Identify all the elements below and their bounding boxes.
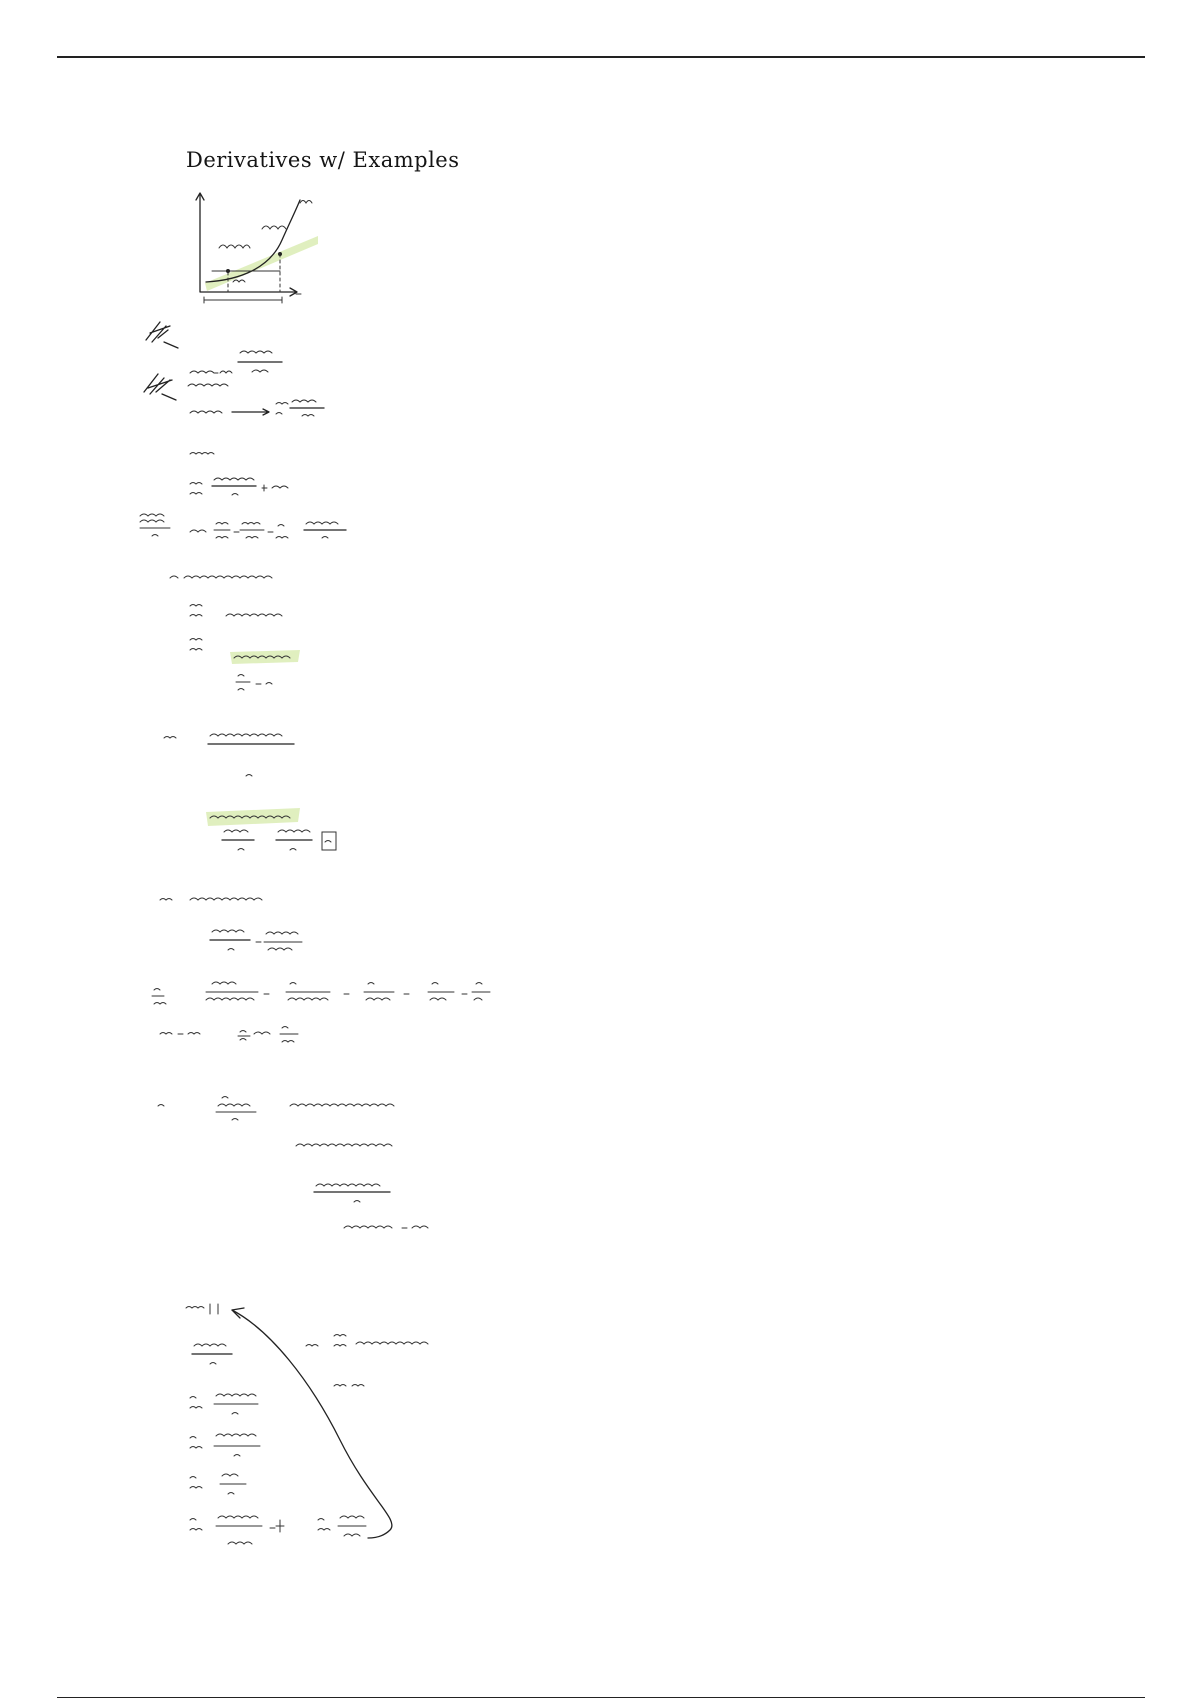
example-2: [164, 734, 336, 850]
example-3: [152, 898, 490, 1042]
secant-tangent-graph: [196, 193, 318, 303]
example-4: [158, 1097, 428, 1229]
slope-definition: [144, 322, 324, 416]
footer-rule: [57, 1697, 1145, 1698]
example-5: [186, 1304, 428, 1544]
example-1: [170, 576, 300, 690]
limit-definition: [140, 453, 346, 539]
page-title: Derivatives w/ Examples: [186, 148, 460, 172]
